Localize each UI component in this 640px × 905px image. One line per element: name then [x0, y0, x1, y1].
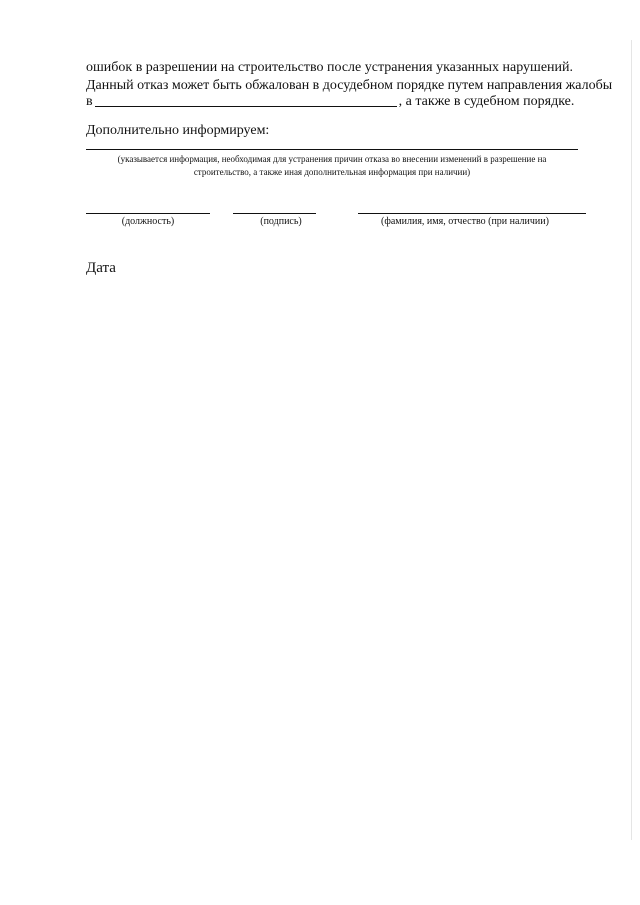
additional-info-hint-line-2: строительство, а также иная дополнительная информация при наличии) — [193, 167, 471, 177]
name-caption: (фамилия, имя, отчество (при наличии) — [381, 216, 549, 227]
name-blank-line — [358, 213, 586, 214]
body-text-line-3-prefix: в — [86, 94, 93, 109]
date-label: Дата — [86, 260, 116, 276]
scan-edge-line — [631, 40, 632, 840]
additional-info-blank-line — [86, 149, 578, 150]
body-text-line-3-suffix: , а также в судебном порядке. — [398, 94, 575, 109]
appeal-authority-blank-line — [95, 105, 397, 107]
body-text-line-3 — [86, 94, 574, 110]
body-text-line-2: Данный отказ может быть обжалован в досудебном порядке путем направления жалобы — [86, 78, 613, 93]
signature-blank-line — [233, 213, 316, 214]
position-caption: (должность) — [121, 216, 175, 227]
additional-info-heading: Дополнительно информируем: — [86, 123, 270, 138]
additional-info-hint-line-1: (указывается информация, необходимая для устранения причин отказа во внесении изменений в разрешение на — [117, 154, 547, 164]
position-blank-line — [86, 213, 210, 214]
body-text-line-1: ошибок в разрешении на строительство после устранения указанных нарушений. — [86, 60, 574, 75]
signature-caption: (подпись) — [260, 216, 302, 227]
